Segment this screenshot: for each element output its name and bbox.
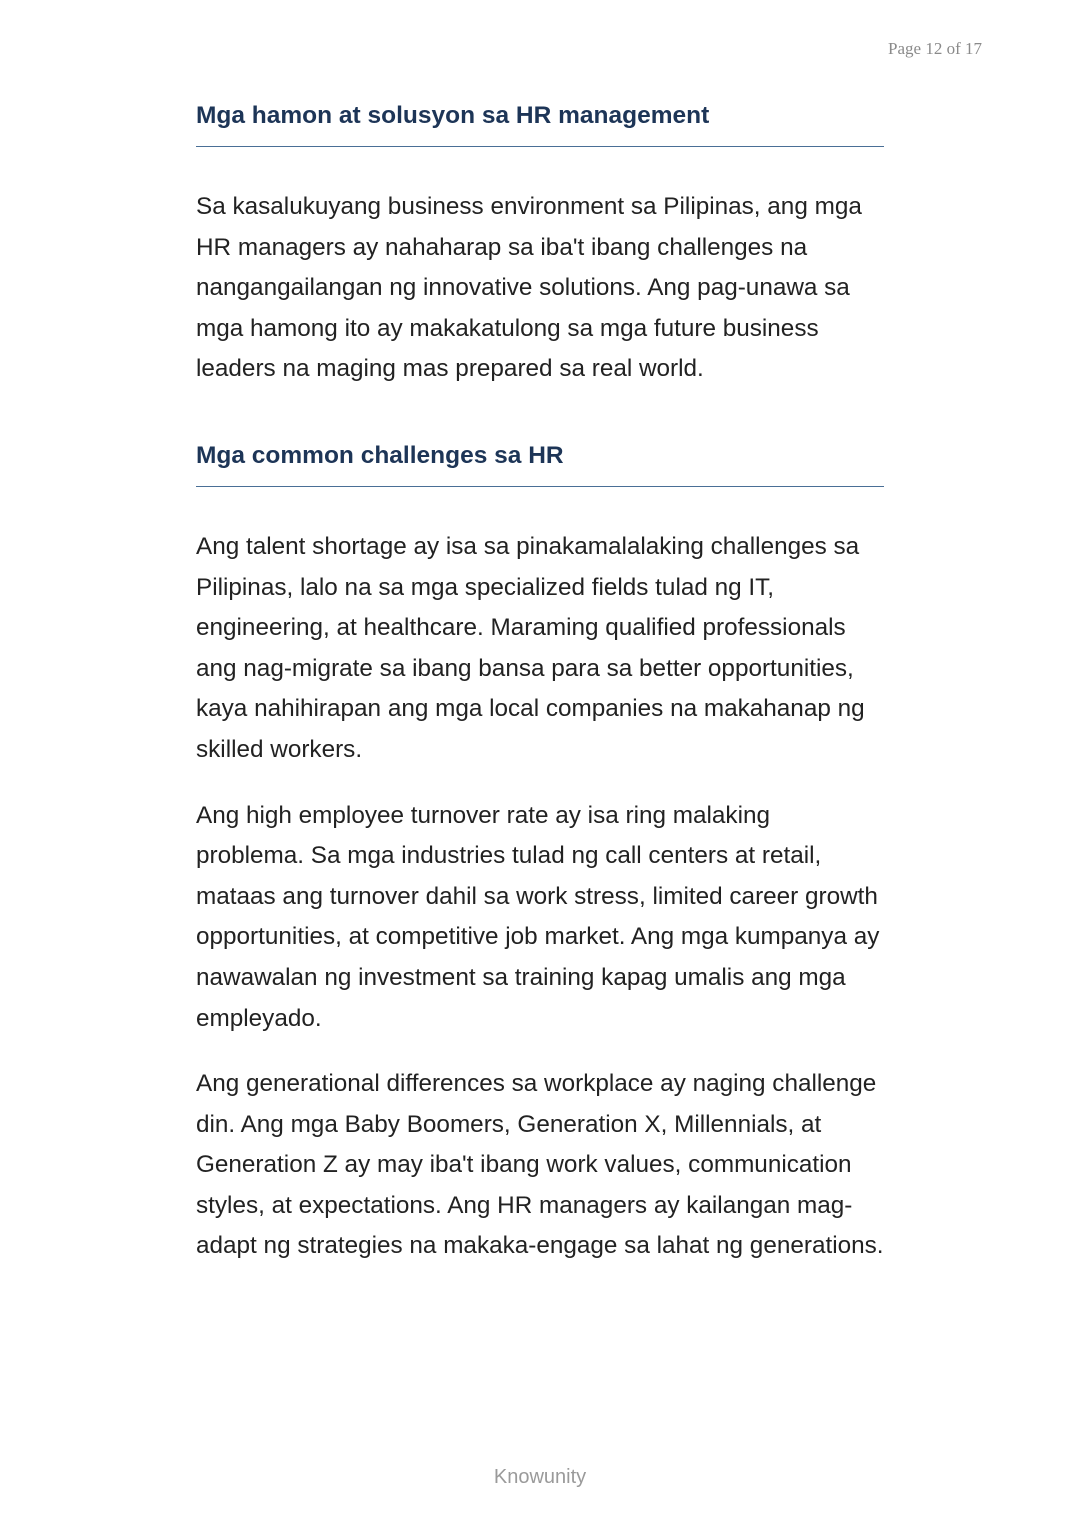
paragraph-employee-turnover: Ang high employee turnover rate ay isa ring malaking problema. Sa mga industries tulad ng call centers at retail, mataas ang turnover dahil sa work stress, limited career growth opportunities, at competitive job market. Ang mga kumpanya ay nawawalan ng investment sa training kapag umalis ang mga empleyado. [196,801,880,1032]
section-heading-common-challenges: Mga common challenges sa HR [196,438,884,487]
section-heading-hr-challenges-solutions: Mga hamon at solusyon sa HR management [196,98,884,147]
paragraph-generational-differences: Ang generational differences sa workplace ay naging challenge din. Ang mga Baby Boomers, Generation X, Millennials, at Generation Z ay may iba't ibang work values, communication styles, at expectations. Ang HR managers ay kailangan mag-adapt ng strategies na makaka-engage sa lahat ng generations. [196,1070,884,1260]
footer-brand: Knowunity [493,1466,587,1488]
paragraph-talent-shortage: Ang talent shortage ay isa sa pinakamalalaking challenges sa Pilipinas, lalo na sa mga specialized fields tulad ng IT, engineering, at healthcare. Maraming qualified professionals ang nag-migrate sa ibang bansa para sa better opportunities, kaya nahihirapan ang mga local companies na makahanap ng skilled workers. [196,532,865,763]
page-number: Page 12 of 17 [888,39,982,58]
document-body [196,98,884,1267]
intro-paragraph: Sa kasalukuyang business environment sa Pilipinas, ang mga HR managers ay nahaharap sa iba't ibang challenges na nangangailangan ng innovative solutions. Ang pag-unawa sa mga hamong ito ay makakatulong sa mga future business leaders na maging mas prepared sa real world. [196,193,862,383]
